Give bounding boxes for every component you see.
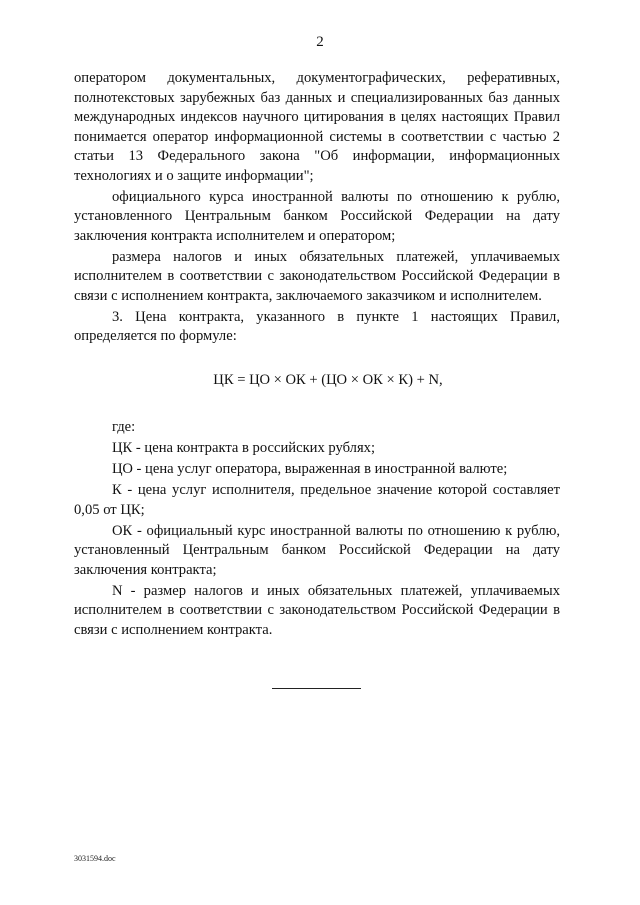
end-divider xyxy=(272,688,361,689)
paragraph-contract-price: 3. Цена контракта, указанного в пункте 1 настоящих Правил, определяется по формуле: xyxy=(74,308,560,344)
paragraph-taxes: размера налогов и иных обязательных платежей, уплачиваемых исполнителем в соответствии с законодательством Российской Федерации в связи с исполнением контракта, заключаемого заказчиком и исполнителем. xyxy=(74,248,560,304)
definition-tsk: ЦК - цена контракта в российских рублях; xyxy=(112,440,376,456)
price-formula: ЦК = ЦО × ОК + (ЦО × ОК × К) + N, xyxy=(213,371,443,388)
where-label: где: xyxy=(112,419,136,435)
paragraph-exchange-rate: официального курса иностранной валюты по отношению к рублю, установленного Центральным банком Российской Федерации на дату заключения контракта исполнителем и оператором; xyxy=(74,188,560,244)
definition-ok: ОК - официальный курс иностранной валюты по отношению к рублю, установленный Центральным банком Российской Федерации на дату заключения контракта; xyxy=(74,522,560,578)
definition-tso: ЦО - цена услуг оператора, выраженная в иностранной валюте; xyxy=(112,461,508,477)
doc-filename: 3031594.doc xyxy=(74,854,116,863)
paragraph-operator-definition: оператором документальных, документографических, реферативных, полнотекстовых зарубежных баз данных и специализированных баз данных международных индексов научного цитирования в целях настоящих Правил понимается оператор информационной системы в соответствии с частью 2 статьи 13 Федерального закона "Об информации, информационных технологиях и о защите информации"; xyxy=(74,70,560,184)
definition-n: N - размер налогов и иных обязательных платежей, уплачиваемых исполнителем в соответствии с законодательством Российской Федерации в связи с исполнением контракта. xyxy=(74,582,560,638)
document-body xyxy=(74,69,560,642)
page-number: 2 xyxy=(316,34,324,50)
definition-k: К - цена услуг исполнителя, предельное значение которой составляет 0,05 от ЦК; xyxy=(74,482,560,518)
